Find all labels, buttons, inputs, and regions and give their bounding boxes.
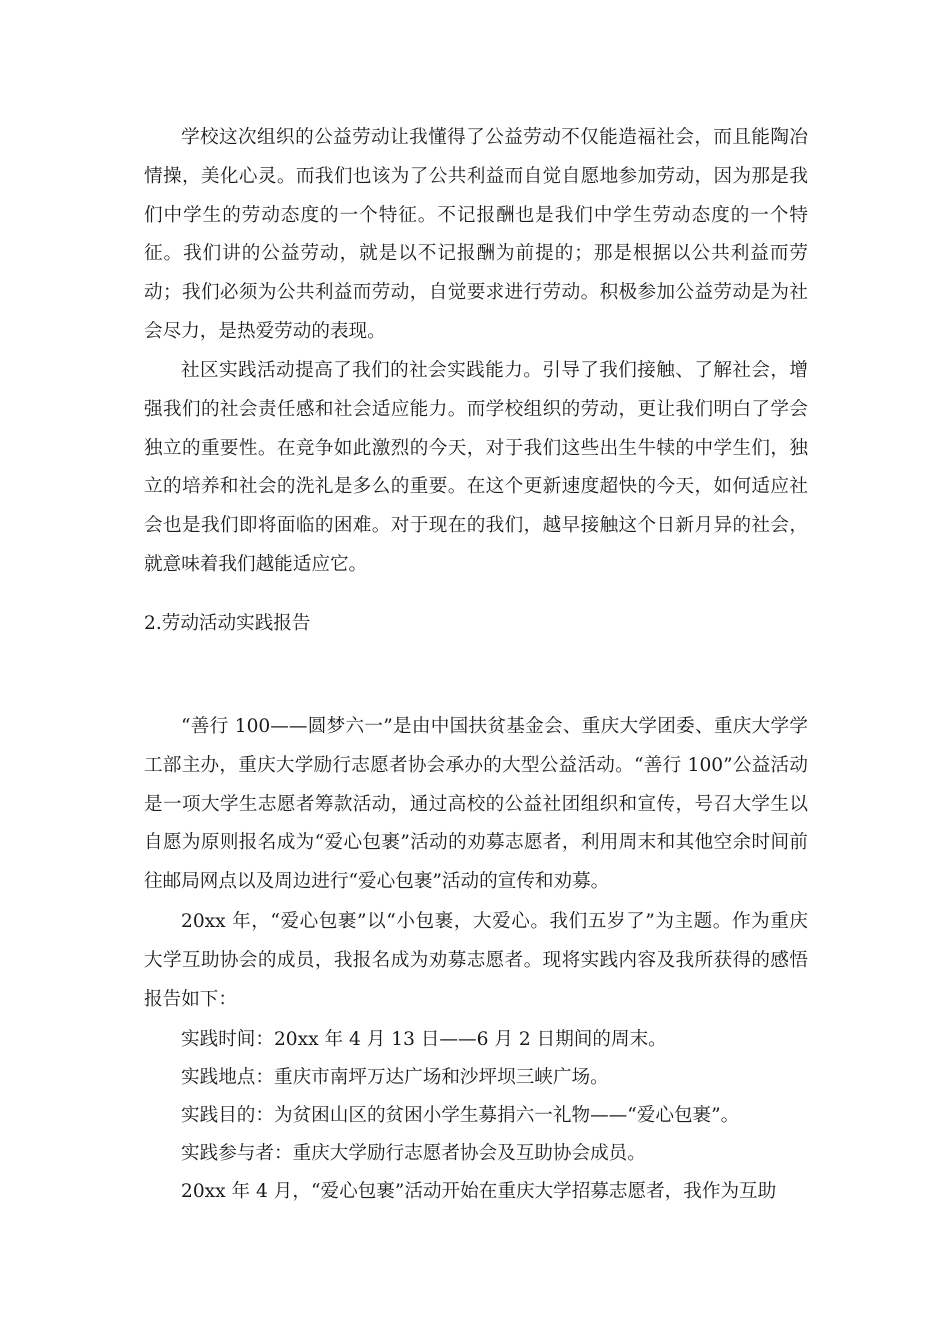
paragraph-2: 社区实践活动提高了我们的社会实践能力。引导了我们接触、了解社会，增强我们的社会责任感和社会适应能力。而学校组织的劳动，更让我们明白了学会独立的重要性。在竞争如此激烈的今天，对于我们这些出生牛犊的中学生们，独立的培养和社会的洗礼是多么的重要。在这个更新速度超快的今天，如何适应社会也是我们即将面临的困难。对于现在的我们，越早接触这个日新月异的社会，就意味着我们越能适应它。 (144, 360, 808, 575)
paragraph-3: “善行 100——圆梦六一”是由中国扶贫基金会、重庆大学团委、重庆大学学工部主办，重庆大学励行志愿者协会承办的大型公益活动。“善行 100”公益活动是一项大学生志愿者筹款活动，通过高校的公益社团组织和宣传，号召大学生以自愿为原则报名成为“爱心包裹”活动的劝募志愿者，利用周末和其他空余时间前往邮局网点以及周边进行“爱心包裹”活动的宣传和劝募。 (144, 716, 808, 893)
practice-time-line: 实践时间：20xx 年 4 月 13 日——6 月 2 日期间的周末。 (181, 1029, 667, 1050)
practice-participants-line: 实践参与者：重庆大学励行志愿者协会及互助协会成员。 (181, 1143, 646, 1164)
paragraph-1: 学校这次组织的公益劳动让我懂得了公益劳动不仅能造福社会，而且能陶冶情操，美化心灵。而我们也该为了公共利益而自觉自愿地参加劳动，因为那是我们中学生的劳动态度的一个特征。不记报酬也是我们中学生劳动态度的一个特征。我们讲的公益劳动，就是以不记报酬为前提的；那是根据以公共利益而劳动；我们必须为公共利益而劳动，自觉要求进行劳动。积极参加公益劳动是为社会尽力，是热爱劳动的表现。 (144, 127, 808, 342)
practice-location-line: 实践地点：重庆市南坪万达广场和沙坪坝三峡广场。 (181, 1067, 609, 1088)
paragraph-4: 20xx 年，“爱心包裹”以“小包裹，大爱心。我们五岁了”为主题。作为重庆大学互助协会的成员，我报名成为劝募志愿者。现将实践内容及我所获得的感悟报告如下： (144, 911, 808, 1010)
practice-purpose-line: 实践目的：为贫困山区的贫困小学生募捐六一礼物——“爱心包裹”。 (181, 1105, 740, 1126)
section-heading: 2.劳动活动实践报告 (144, 613, 311, 634)
paragraph-5-start: 20xx 年 4 月，“爱心包裹”活动开始在重庆大学招募志愿者，我作为互助 (181, 1181, 777, 1202)
